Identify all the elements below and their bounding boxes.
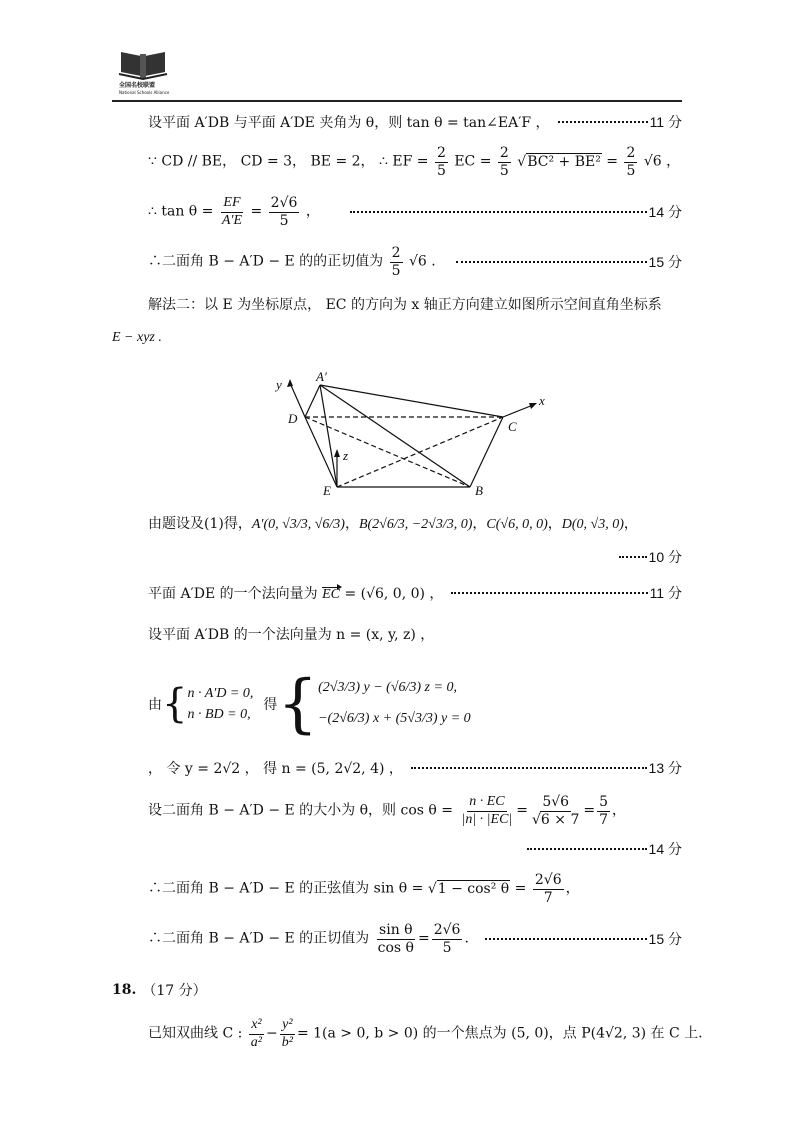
numerator: 5 <box>599 794 609 811</box>
line-method-two <box>148 292 682 316</box>
question-18-header <box>112 978 682 1002</box>
score-label: 15 分 <box>648 254 682 270</box>
fraction <box>435 145 448 178</box>
header-rule <box>112 100 682 102</box>
fraction <box>376 922 416 955</box>
text: 由 <box>148 697 162 713</box>
x-axis <box>503 405 533 417</box>
text: ， <box>612 803 627 819</box>
question-number: 18. <box>112 982 137 998</box>
line-ef-derivation <box>148 140 682 184</box>
condition: n · A′D = 0, <box>187 686 254 701</box>
line-content: ∴二面角 B − A′D − E 的正弦值为 sin θ = √1 − cos² θ = $\frac{2√6}{7}$ ， <box>148 872 580 906</box>
denominator: 5 <box>442 939 452 956</box>
text: . <box>464 931 469 947</box>
edge-A-B <box>320 385 470 487</box>
equation: (2√3/3) y − (√6/3) z = 0, <box>318 680 457 696</box>
denominator: 7 <box>543 889 553 906</box>
label-x: x <box>539 393 545 408</box>
leader-dots <box>485 938 647 940</box>
edge-B-C <box>470 417 503 487</box>
label-B: B <box>475 483 483 498</box>
fraction <box>220 195 244 228</box>
fraction <box>459 794 514 827</box>
score-label: 13 分 <box>648 760 682 776</box>
minus: − <box>266 1026 278 1042</box>
line-tan-theta <box>148 110 682 134</box>
leader-dots <box>456 261 647 263</box>
numerator: EF <box>221 195 242 212</box>
line-content: 设二面角 B − A′D − E 的大小为 θ，则 cos θ = $\frac{n \cdot EC}{|n| \cdot |EC|}$ = $\frac{5√6}{√6 \times 7}$ = $\frac{5}{7}$ ， <box>148 794 627 828</box>
text: ∴二面角 B − A′D − E 的的正切值为 <box>148 254 384 270</box>
text: 解法二：以 E 为坐标原点， EC 的方向为 x 轴正方向建立如图所示空间直角坐标系 <box>148 297 662 313</box>
line-system-result <box>148 756 682 780</box>
separator: ， <box>472 516 487 532</box>
point-A: A′(0, √3/3, √6/3) <box>251 517 345 532</box>
line-system <box>148 660 682 748</box>
leader-dots <box>527 848 647 850</box>
edge-A-E <box>320 385 337 487</box>
line-content <box>148 1017 703 1050</box>
line-content <box>148 245 436 278</box>
question-points: （17 分） <box>142 983 207 999</box>
text: 已知双曲线 C : <box>148 1026 243 1042</box>
numerator: 2√6 <box>433 922 461 939</box>
line-coord-system <box>112 326 682 350</box>
fraction <box>249 1017 264 1050</box>
separator: ， <box>344 516 359 532</box>
score-label: 14 分 <box>648 841 682 857</box>
numerator: y² <box>280 1017 294 1034</box>
text: ∴二面角 B − A′D − E 的正弦值为 sin θ = <box>148 881 424 897</box>
fraction <box>280 1017 295 1050</box>
edge-D-E <box>305 417 337 487</box>
denominator: |n| · |EC| <box>461 811 513 827</box>
edge-A-C <box>320 385 503 417</box>
equals: = <box>606 154 618 170</box>
condition: n · BD = 0, <box>187 707 251 722</box>
line-content <box>148 145 680 178</box>
score-label: 11 分 <box>649 585 682 601</box>
denominator: 5 <box>626 162 636 179</box>
text: = (√6, 0, 0) ， <box>344 586 444 602</box>
text: ∵ CD // BE， CD = 3， BE = 2， ∴ EF = <box>148 154 429 170</box>
denominator: 5 <box>279 212 289 229</box>
x-arrowhead <box>529 403 537 409</box>
radicand: 1 − cos² θ <box>437 881 510 897</box>
left-brace: { <box>277 667 319 741</box>
line-normal-ade <box>148 580 682 606</box>
point-D: D(0, √3, 0) <box>561 517 624 532</box>
denominator: √6 × 7 <box>532 811 580 828</box>
text: 得 <box>263 697 278 713</box>
leader-dots <box>558 121 648 123</box>
text: ∴二面角 B − A′D − E 的正切值为 <box>148 931 370 947</box>
score-label: 11 分 <box>649 114 682 130</box>
denominator: 7 <box>599 811 609 828</box>
condition-system <box>187 683 253 725</box>
line-tan-final <box>148 916 682 962</box>
fraction <box>498 145 511 178</box>
denominator: cos θ <box>377 939 414 956</box>
denominator: 5 <box>499 162 509 179</box>
equation-system <box>318 673 471 735</box>
point-B: B(2√6/3, −2√3/3, 0) <box>358 517 473 532</box>
line-normal-adb <box>148 622 682 646</box>
fraction <box>530 794 581 827</box>
label-y: y <box>276 377 282 392</box>
fraction <box>269 195 300 228</box>
score-label: 10 分 <box>648 549 682 565</box>
question-18-text <box>148 1010 703 1058</box>
z-arrowhead <box>334 449 340 457</box>
line-content <box>148 667 471 741</box>
text: 设平面 A′DB 的一个法向量为 n = (x, y, z) ， <box>148 627 435 643</box>
equals: = <box>250 204 263 220</box>
radicand: BC² + BE² <box>527 154 601 170</box>
numerator: 2 <box>391 245 401 262</box>
separator: ， <box>623 516 638 532</box>
score-label: 14 分 <box>648 204 682 220</box>
numerator: sin θ <box>379 922 413 939</box>
text: ， <box>565 881 580 897</box>
text: 设二面角 B − A′D − E 的大小为 θ，则 cos θ = <box>148 803 454 819</box>
numerator: 2 <box>436 145 446 162</box>
text: 由题设及(1)得， <box>148 516 252 532</box>
denominator: b² <box>281 1034 293 1050</box>
text: √6 . <box>409 254 436 270</box>
numerator: x² <box>249 1017 263 1034</box>
numerator: 5√6 <box>542 794 570 811</box>
open-book-icon <box>117 50 169 82</box>
line-cos-theta <box>148 788 682 834</box>
line-content <box>148 583 443 603</box>
fraction <box>624 145 637 178</box>
logo-subtext: National Schools Alliance <box>119 90 170 95</box>
line-coordinates <box>148 508 682 538</box>
sqrt-expr: √1 − cos² θ <box>427 881 510 897</box>
leader-dots <box>619 556 647 558</box>
leader-dots <box>350 211 647 213</box>
score-label: 15 分 <box>648 931 682 947</box>
text: √6 ， <box>643 154 681 170</box>
numerator: 2√6 <box>270 195 298 212</box>
sqrt-expr: √BC² + BE² <box>517 154 601 170</box>
line-content <box>148 195 320 228</box>
numerator: n · EC <box>467 794 506 811</box>
fraction <box>533 872 564 905</box>
label-D: D <box>288 411 298 426</box>
vector-EC: EC <box>322 587 340 602</box>
text: ， <box>305 204 320 220</box>
line-text: 设平面 A′DB 与平面 A′DE 夹角为 θ，则 tan θ = tan∠EA′F ， <box>148 115 550 131</box>
line-tangent-value <box>148 240 682 284</box>
edge-A-D <box>305 385 320 417</box>
leader-dots <box>411 767 647 769</box>
edge-E-C <box>337 417 503 487</box>
left-brace: { <box>162 681 188 727</box>
line-tan-result <box>148 190 682 234</box>
edge-D-B <box>305 417 470 487</box>
fraction <box>432 922 463 955</box>
score-10 <box>148 546 682 568</box>
text: = 1(a > 0, b > 0) 的一个焦点为 (5, 0)，点 P(4√2, 3) 在 C 上. <box>296 1026 703 1042</box>
denominator: 5 <box>436 162 446 179</box>
score-14b <box>148 838 682 860</box>
fraction <box>390 245 403 278</box>
denominator: 5 <box>391 262 401 279</box>
label-A: A′ <box>316 369 327 384</box>
label-E: E <box>323 483 331 498</box>
numerator: 2√6 <box>534 872 562 889</box>
point-C: C(√6, 0, 0) <box>486 517 548 532</box>
school-alliance-logo <box>117 50 169 98</box>
fraction <box>597 794 610 827</box>
line-content <box>148 513 638 533</box>
equation: −(2√6/3) x + (5√3/3) y = 0 <box>318 711 471 726</box>
denominator: A′E <box>221 212 243 228</box>
leader-dots <box>451 592 647 594</box>
label-z: z <box>343 448 349 463</box>
numerator: 2 <box>499 145 509 162</box>
line-content: ∴二面角 B − A′D − E 的正切值为 $\frac{\text{sin θ}}{\text{cos θ}}$ = $\frac{2√6}{5}$ . <box>148 922 469 956</box>
denominator: a² <box>250 1034 262 1050</box>
label-C: C <box>508 419 517 434</box>
text: ， 令 y = 2√2 ， 得 n = (5, 2√2, 4) ， <box>148 761 403 777</box>
text: ∴ tan θ = <box>148 204 214 220</box>
separator: ， <box>547 516 562 532</box>
geometry-diagram <box>260 365 560 500</box>
text: E − xyz . <box>112 330 162 345</box>
text: 平面 A′DE 的一个法向量为 <box>148 586 318 602</box>
logo-text: 全国名校联盟 <box>119 82 156 89</box>
line-sin-theta <box>148 866 682 912</box>
y-arrowhead <box>287 379 293 387</box>
numerator: 2 <box>626 145 636 162</box>
text: EC = <box>454 154 492 170</box>
